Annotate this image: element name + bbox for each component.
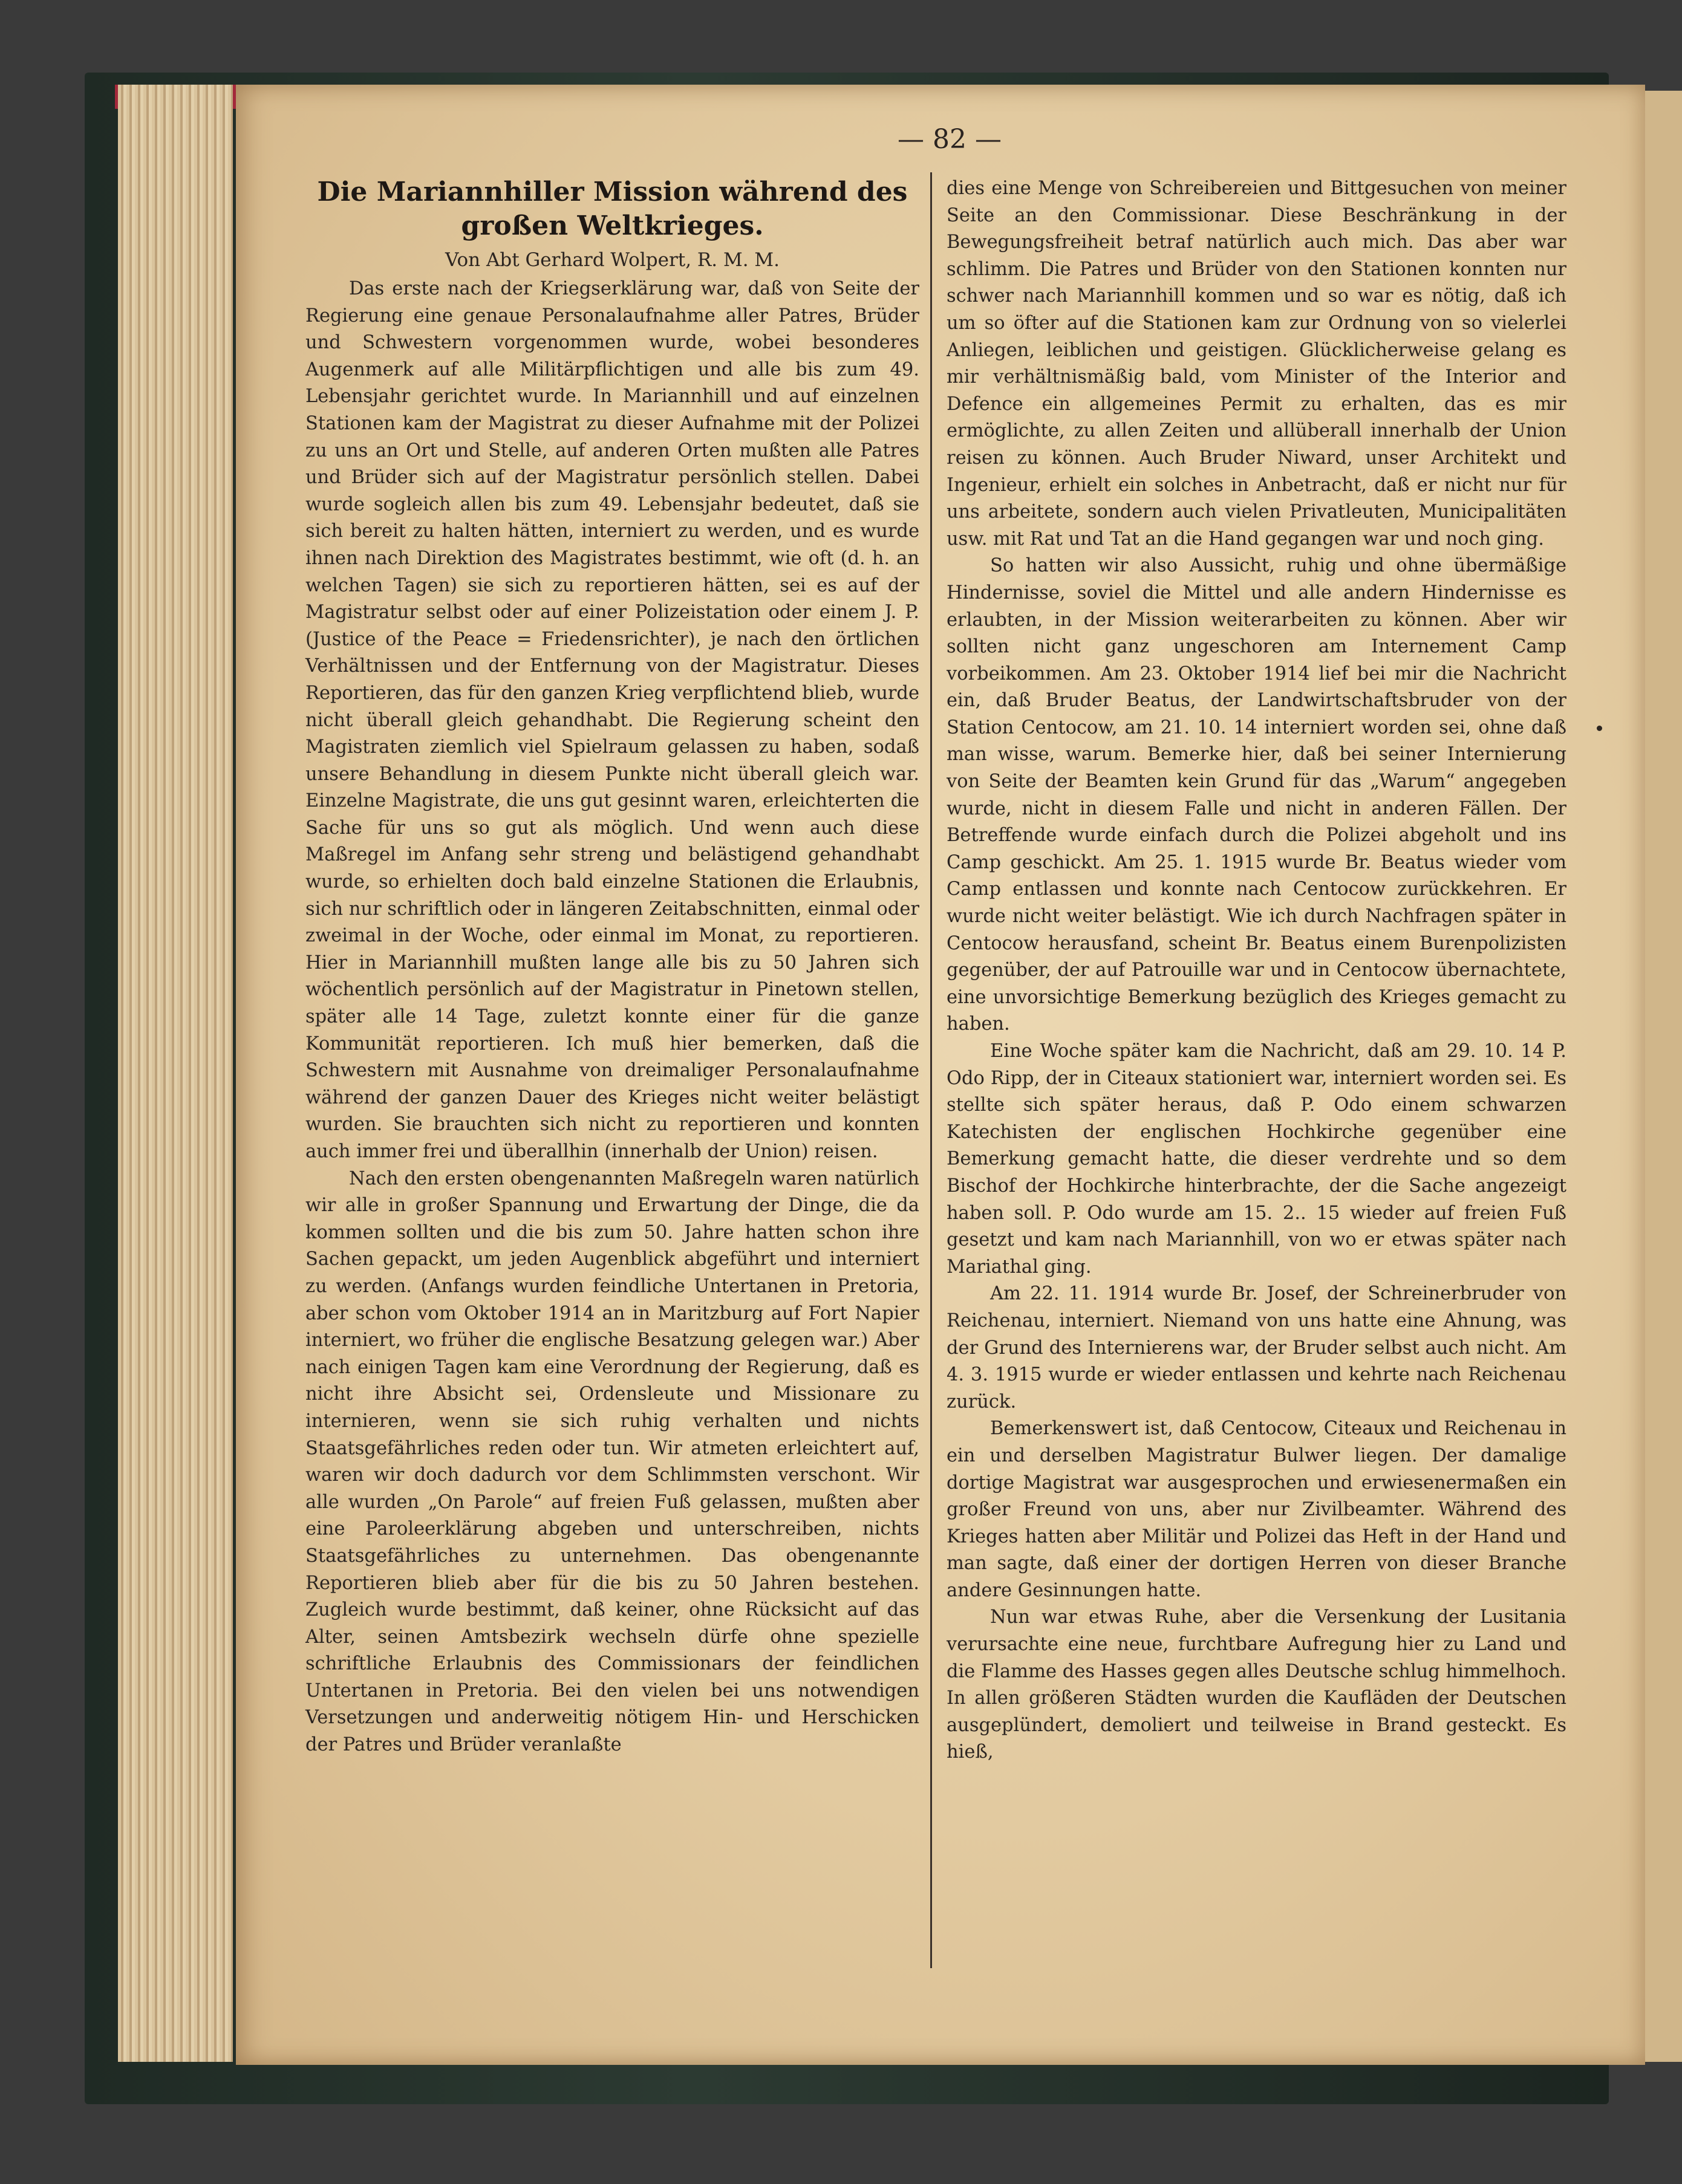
paragraph: So hatten wir also Aussicht, ruhig und ohne übermäßige Hindernisse, soviel die Mittel und alle andern Hindernisse es erlaubten, in der Mission weiterarbeiten zu können. Aber wir sollten nicht ganz ungeschoren am Internement Camp vorbeikommen. Am 23. Oktober 1914 lief bei mir die Nachricht ein, daß Bruder Beatus, der Landwirtschaftsbruder von der Station Centocow, am 21. 10. 14 interniert worden sei, ohne daß man wisse, warum. Bemerke hier, daß bei seiner Internierung von Seite der Beamten kein Grund für das „Warum“ angegeben wurde, nicht in diesem Falle und nicht in anderen Fällen. Der Betreffende wurde einfach durch die Polizei abgeholt und ins Camp geschickt. Am 25. 1. 1915 wurde Br. Beatus wieder vom Camp entlassen und konnte nach Centocow zurückkehren. Er wurde nicht weiter belästigt. Wie ich durch Nachfragen später in Centocow herausfand, scheint Br. Beatus einem Burenpolizisten gegenüber, der auf Patrouille war und in Centocow übernachtete, eine unvorsichtige Bemerkung bezüglich des Krieges gemacht zu haben. xyxy=(947,555,1566,1035)
article-title: Die Mariannhiller Mission während des großen Weltkrieges. xyxy=(317,177,908,241)
left-column xyxy=(305,175,919,1759)
right-column xyxy=(947,175,1566,1766)
paragraph: Nun war etwas Ruhe, aber die Versenkung der Lusitania verursachte eine neue, furchtbare Aufregung hier zu Land und die Flamme des Hasses gegen alles Deutsche schlug himmelhoch. In allen größeren Städten wurden die Kaufläden der Deutschen ausgeplündert, demoliert und teilweise in Brand gesteckt. Es hieß, xyxy=(947,1607,1566,1763)
paragraph: Eine Woche später kam die Nachricht, daß am 29. 10. 14 P. Odo Ripp, der in Citeaux stationiert war, interniert worden sei. Es stellte sich später heraus, daß P. Odo einem schwarzen Katechisten der englischen Hochkirche gegenüber eine Bemerkung gemacht hatte, die dieser verdrehte und so dem Bischof der Hochkirche hinterbrachte, der die Sache angezeigt haben soll. P. Odo wurde am 15. 2.. 15 wieder auf freien Fuß gesetzt und kam nach Mariannhill, von wo er etwas später nach Mariathal ging. xyxy=(947,1041,1566,1278)
article-byline: Von Abt Gerhard Wolpert, R. M. M. xyxy=(445,249,780,271)
paragraph: Bemerkenswert ist, daß Centocow, Citeaux und Reichenau in ein und derselben Magistratur Bulwer liegen. Der damalige dortige Magistrat war ausgesprochen und erwiesenermaßen ein großer Freund von uns, aber nur Zivilbeamter. Während des Krieges hatten aber Militär und Polizei das Heft in der Hand und man sagte, daß einer der dortigen Herren von dieser Branche andere Gesinnungen hatte. xyxy=(947,1418,1566,1601)
paragraph: Am 22. 11. 1914 wurde Br. Josef, der Schreinerbruder von Reichenau, interniert. Niemand von uns hatte eine Ahnung, was der Grund des Internierens war, der Bruder selbst auch nicht. Am 4. 3. 1915 wurde er wieder entlassen und kehrte nach Reichenau zurück. xyxy=(947,1283,1566,1412)
page-number: — 82 — xyxy=(898,124,1002,155)
page-edges xyxy=(118,85,233,2062)
paragraph: Nach den ersten obengenannten Maßregeln waren natürlich wir alle in großer Spannung und Erwartung der Dinge, die da kommen sollten und die bis zum 50. Jahre hatten schon ihre Sachen gepackt, um jeden Augenblick abgeführt und interniert zu werden. (Anfangs wurden feindliche Untertanen in Pretoria, aber schon vom Oktober 1914 an in Maritzburg auf Fort Napier interniert, wo früher die englische Besatzung gelegen war.) Aber nach einigen Tagen kam eine Verordnung der Regierung, daß es nicht ihre Absicht sei, Ordensleute und Missionare zu internieren, wenn sie sich ruhig verhalten und nichts Staatsgefährliches reden oder tun. Wir atmeten erleichtert auf, waren wir doch dadurch vor dem Schlimmsten verschont. Wir alle wurden „On Parole“ auf freien Fuß gelassen, mußten aber eine Paroleerklärung abgeben und unterschreiben, nichts Staatsgefährliches zu unternehmen. Das obengenannte Reportieren blieb aber für die bis zu 50 Jahren bestehen. Zugleich wurde bestimmt, daß keiner, ohne Rücksicht auf das Alter, seinen Amtsbezirk wechseln dürfe ohne spezielle schriftliche Erlaubnis des Commissionars der feindlichen Untertanen in Pretoria. Bei den vielen bei uns notwendigen Versetzungen und anderweitig nötigem Hin- und Herschicken der Patres und Brüder veranlaßte xyxy=(305,1168,919,1756)
paragraph: Das erste nach der Kriegserklärung war, daß von Seite der Regierung eine genaue Personalaufnahme aller Patres, Brüder und Schwestern vorgenommen wurde, wobei besonderes Augenmerk auf alle Militärpflichtigen und alle bis zum 49. Lebensjahr gerichtet wurde. In Mariannhill und auf einzelnen Stationen kam der Magistrat zu dieser Aufnahme mit der Polizei zu uns an Ort und Stelle, auf anderen Orten mußten alle Patres und Brüder sich auf der Magistratur persönlich stellen. Dabei wurde sogleich allen bis zum 49. Lebensjahr bedeutet, daß sie sich bereit zu halten hätten, interniert zu werden, und es wurde ihnen nach Direktion des Magistrates bestimmt, wie oft (d. h. an welchen Tagen) sie sich zu reportieren hätten, sei es auf der Magistratur selbst oder auf einer Polizeistation oder einem J. P. (Justice of the Peace = Friedensrichter), je nach den örtlichen Verhältnissen und der Entfernung von der Magistratur. Dieses Reportieren, das für den ganzen Krieg verpflichtend blieb, wurde nicht überall gleich gehandhabt. Die Regierung scheint den Magistraten ziemlich viel Spielraum gelassen zu haben, sodaß unsere Behandlung in diesem Punkte nicht überall gleich war. Einzelne Magistrate, die uns gut gesinnt waren, erleichterten die Sache für uns so gut als möglich. Und wenn auch diese Maßregel im Anfang sehr streng und belästigend gehandhabt wurde, so erhielten doch bald einzelne Stationen die Erlaubnis, sich nur schriftlich oder in längeren Zeitabschnitten, einmal oder zweimal in der Woche, oder einmal im Monat, zu reportieren. Hier in Mariannhill mußten lange alle bis zu 50 Jahren sich wöchentlich persönlich auf der Magistratur in Pinetown stellen, später alle 14 Tage, zuletzt konnte einer für die ganze Kommunität reportieren. Ich muß hier bemerken, daß die Schwestern mit Ausnahme von dreimaliger Personalaufnahme während der ganzen Dauer des Krieges nicht weiter belästigt wurden. Sie brauchten sich nicht zu reportieren und konnten auch immer frei und überallhin (innerhalb der Union) reisen. xyxy=(305,278,919,1162)
column-rule xyxy=(930,172,932,1968)
paragraph: dies eine Menge von Schreibereien und Bittgesuchen von meiner Seite an den Commissionar. Diese Beschränkung in der Bewegungsfreiheit betraf natürlich auch mich. Das aber war schlimm. Die Patres und Brüder von den Stationen konnten nur schwer nach Mariannhill kommen und so war es nötig, daß ich um so öfter auf die Stationen kam zur Ordnung von so vielerlei Anliegen, leiblichen und geistigen. Glücklicherweise gelang es mir verhältnismäßig bald, vom Minister of the Interior and Defence ein allgemeines Permit zu erhalten, das es mir ermöglichte, zu allen Zeiten und allüberall innerhalb der Union reisen zu können. Auch Bruder Niward, unser Architekt und Ingenieur, erhielt ein solches in Anbetracht, daß er nicht nur für uns arbeitete, sondern auch vielen Privatleuten, Municipalitäten usw. mit Rat und Tat an die Hand gegangen war und noch ging. xyxy=(947,178,1566,550)
ink-dot xyxy=(1597,726,1602,731)
next-page-edge xyxy=(1645,91,1682,2062)
